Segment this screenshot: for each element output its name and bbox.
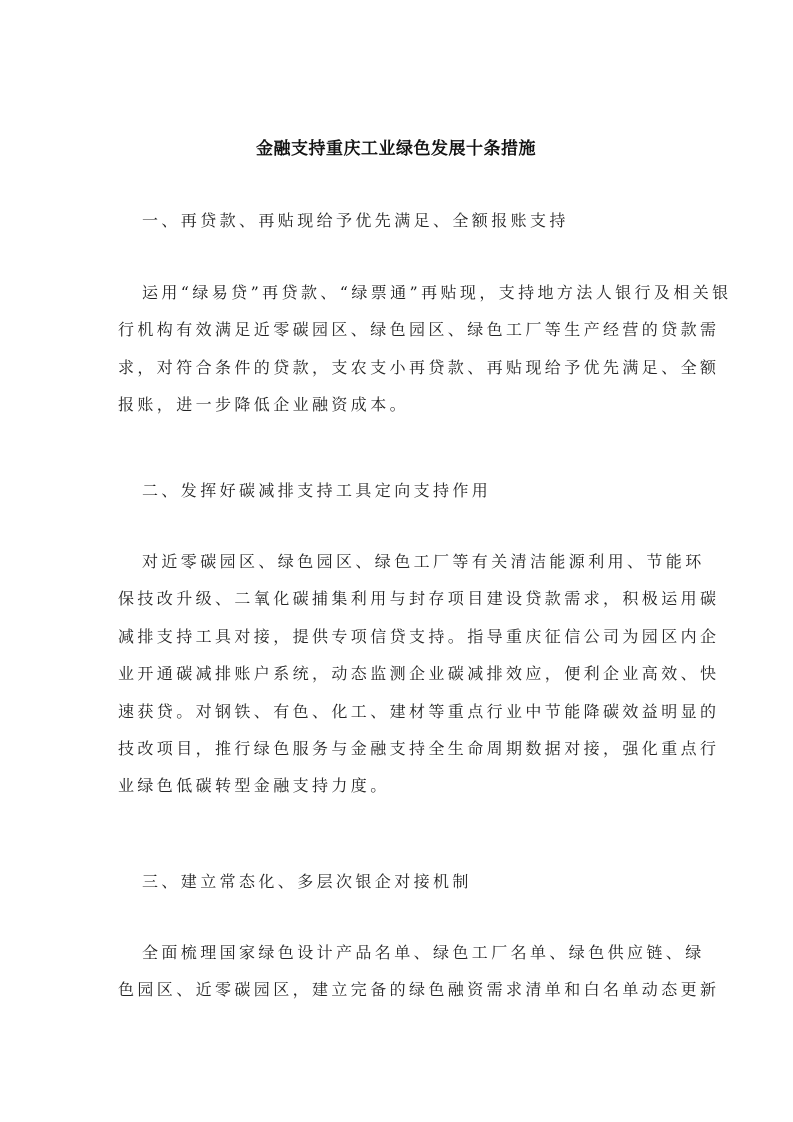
paragraph-line: 报账，进一步降低企业融资成本。: [118, 395, 410, 415]
paragraph-line: 技改项目，推行绿色服务与金融支持全生命周期数据对接，强化重点行: [118, 739, 720, 759]
paragraph-line: 色园区、近零碳园区，建立完备的绿色融资需求清单和白名单动态更新: [118, 980, 720, 1000]
section-paragraph-1: [118, 274, 732, 424]
section-paragraph-3: [118, 934, 720, 1009]
section-heading-3: 三、建立常态化、多层次银企对接机制: [142, 872, 472, 891]
paragraph-line: 行机构有效满足近零碳园区、绿色园区、绿色工厂等生产经营的贷款需: [118, 320, 720, 340]
paragraph-line: 业绿色低碳转型金融支持力度。: [118, 776, 390, 796]
section-heading-1: 一、再贷款、再贴现给予优先满足、全额报账支持: [142, 211, 569, 230]
section-heading-2: 二、发挥好碳减排支持工具定向支持作用: [142, 481, 492, 500]
section-paragraph-2: [118, 543, 720, 805]
paragraph-line: 保技改升级、二氧化碳捕集利用与封存项目建设贷款需求，积极运用碳: [118, 589, 720, 609]
paragraph-line: 运用“绿易贷”再贷款、“绿票通”再贴现，支持地方法人银行及相关银: [142, 283, 732, 302]
paragraph-line: 速获贷。对钢铁、有色、化工、建材等重点行业中节能降碳效益明显的: [118, 701, 720, 721]
paragraph-line: 求，对符合条件的贷款，支农支小再贷款、再贴现给予优先满足、全额: [118, 357, 720, 377]
paragraph-line: 对近零碳园区、绿色园区、绿色工厂等有关清洁能源利用、节能环: [142, 552, 705, 571]
paragraph-line: 全面梳理国家绿色设计产品名单、绿色工厂名单、绿色供应链、绿: [142, 943, 705, 962]
paragraph-line: 减排支持工具对接，提供专项信贷支持。指导重庆征信公司为园区内企: [118, 626, 720, 646]
document-title: 金融支持重庆工业绿色发展十条措施: [256, 139, 536, 159]
paragraph-line: 业开通碳减排账户系统，动态监测企业碳减排效应，便利企业高效、快: [118, 664, 720, 684]
